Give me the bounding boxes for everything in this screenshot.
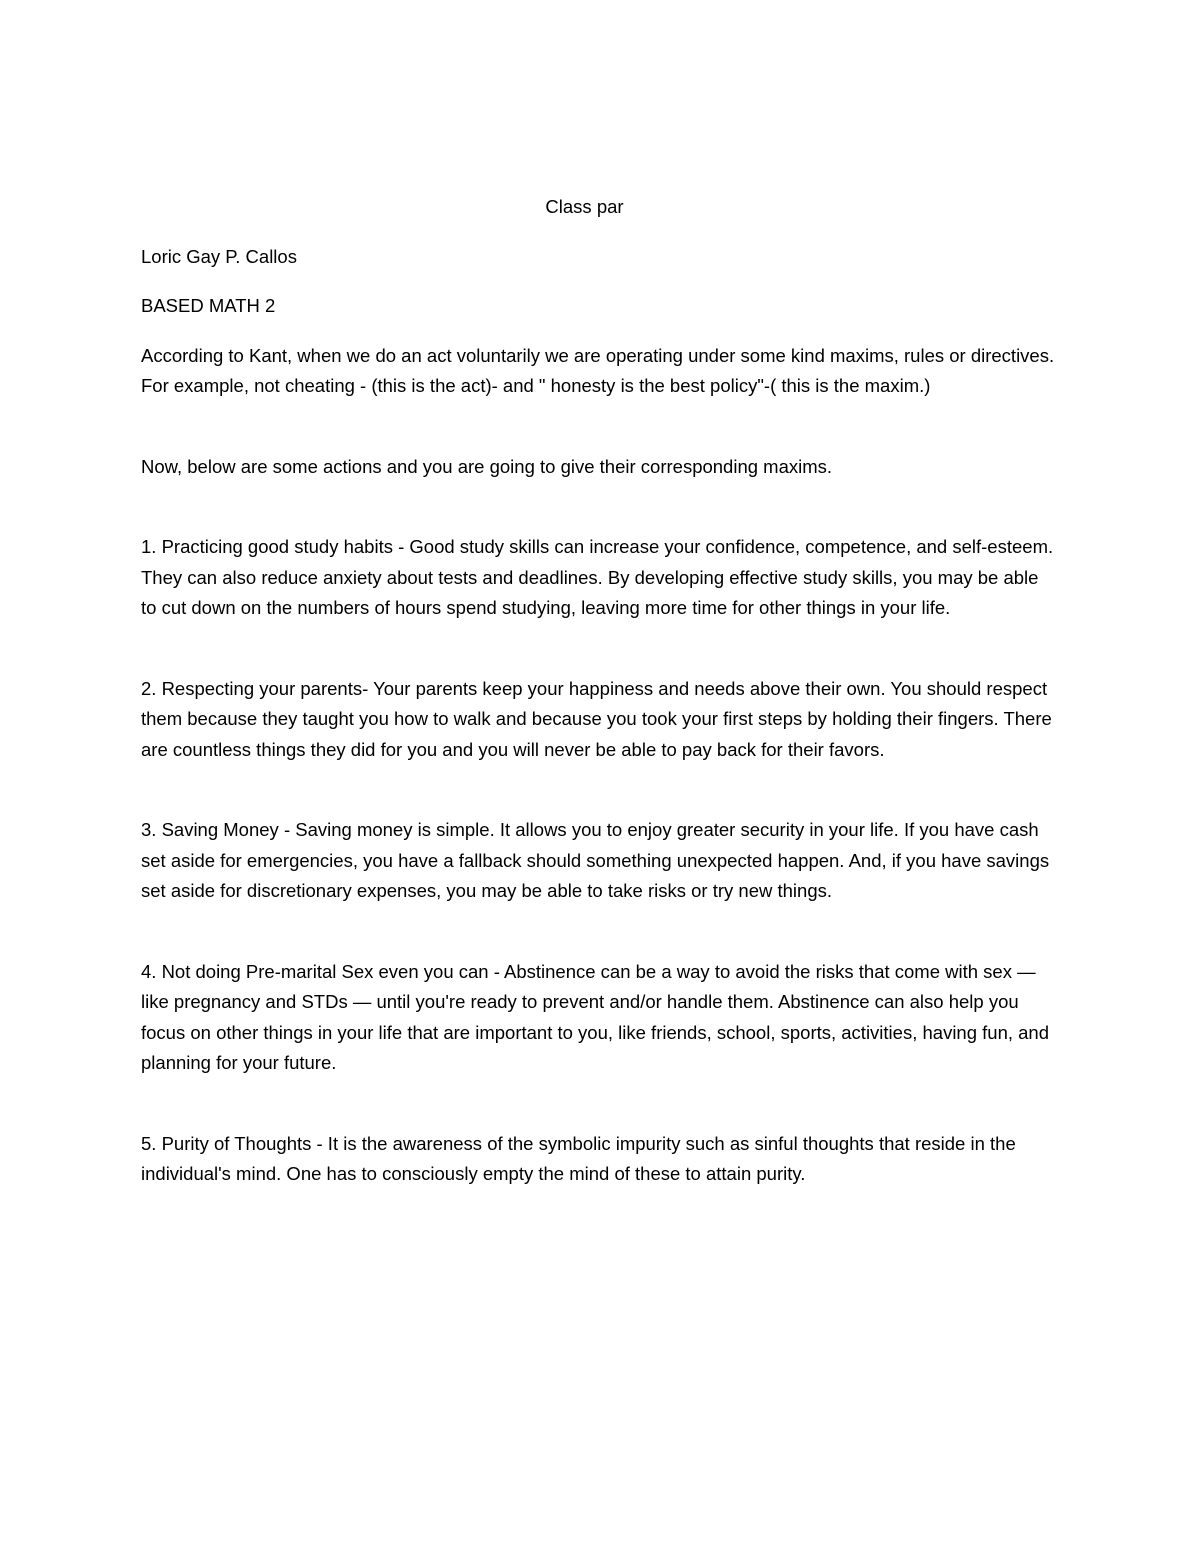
list-item: 1. Practicing good study habits - Good study skills can increase your confidence, competence, and self-esteem. They can also reduce anxiety about tests and deadlines. By developing effective study skills, you may be able to cut down on the numbers of hours spend studying, leaving more time for other things in your life. xyxy=(141,536,1054,618)
list-item: 5. Purity of Thoughts - It is the awareness of the symbolic impurity such as sinful thoughts that reside in the individual's mind. One has to consciously empty the mind of these to attain purity. xyxy=(141,1132,1016,1184)
intro-paragraph: According to Kant, when we do an act voluntarily we are operating under some kind maxims, rules or directives. For example, not cheating - (this is the act)- and " honesty is the best policy"-( this is the maxim.) xyxy=(141,344,1055,396)
list-item: 3. Saving Money - Saving money is simple. It allows you to enjoy greater security in your life. If you have cash set aside for emergencies, you have a fallback should something unexpected happen. And, if you have savings set aside for discretionary expenses, you may be able to take risks or try new things. xyxy=(141,819,1050,901)
course-name: BASED MATH 2 xyxy=(141,295,276,316)
document-title: Class par xyxy=(545,196,624,217)
list-item: 2. Respecting your parents- Your parents keep your happiness and needs above their own. You should respect them because they taught you how to walk and because you took your first steps by holding their fingers. There are countless things they did for you and you will never be able to pay back for their favors. xyxy=(141,677,1052,760)
author-name: Loric Gay P. Callos xyxy=(141,245,297,267)
document-body xyxy=(141,192,1056,1209)
instruction-paragraph: Now, below are some actions and you are going to give their corresponding maxims. xyxy=(141,455,833,477)
list-item: 4. Not doing Pre-marital Sex even you can - Abstinence can be a way to avoid the risks that come with sex — like pregnancy and STDs — until you're ready to prevent and/or handle them. Abstinence can also help you focus on other things in your life that are important to you, like friends, school, sports, activities, having fun, and planning for your future. xyxy=(141,960,1050,1073)
